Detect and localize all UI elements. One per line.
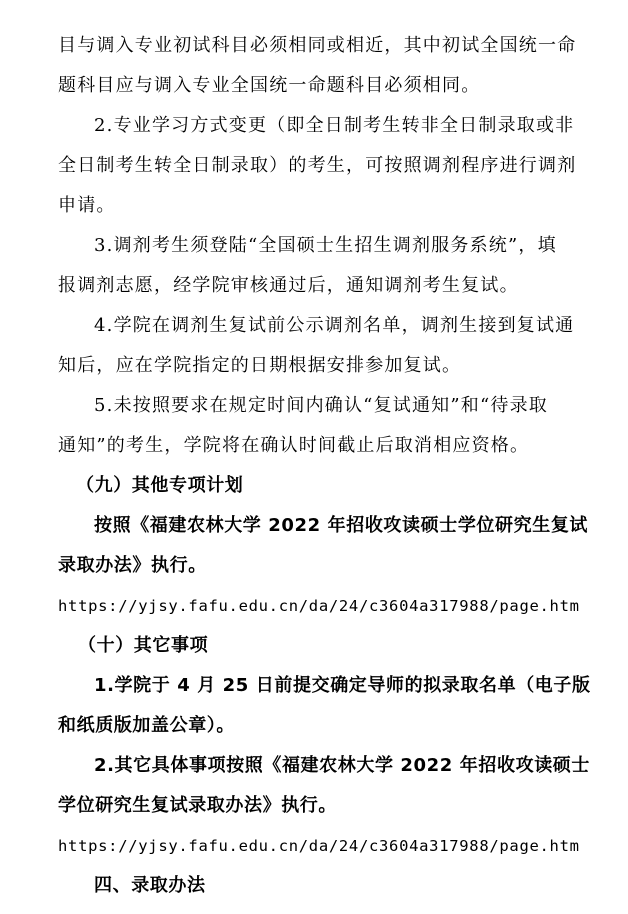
paragraph-line: 学位研究生复试录取办法》执行。 bbox=[58, 795, 337, 816]
paragraph-line: 知后，应在学院指定的日期根据安排参加复试。 bbox=[58, 355, 462, 376]
paragraph-line: 5.未按照要求在规定时间内确认“复试通知”和“待录取 bbox=[94, 395, 548, 416]
section-heading: （九）其他专项计划 bbox=[76, 475, 244, 496]
url-text: https://yjsy.fafu.edu.cn/da/24/c3604a317988/page.htm bbox=[58, 837, 580, 855]
url-text: https://yjsy.fafu.edu.cn/da/24/c3604a317988/page.htm bbox=[58, 597, 580, 615]
paragraph-line: 3.调剂考生须登陆“全国硕士生招生调剂服务系统”，填 bbox=[94, 235, 557, 256]
paragraph-line: 报调剂志愿，经学院审核通过后，通知调剂考生复试。 bbox=[58, 275, 519, 296]
paragraph-line: 录取办法》执行。 bbox=[58, 555, 207, 576]
paragraph-line: 1.学院于 4 月 25 日前提交确定导师的拟录取名单（电子版 bbox=[94, 675, 591, 696]
paragraph-line: 全日制考生转全日制录取）的考生，可按照调剂程序进行调剂 bbox=[58, 155, 577, 176]
paragraph-line: 目与调入专业初试科目必须相同或相近，其中初试全国统一命 bbox=[58, 35, 577, 56]
paragraph-line: 和纸质版加盖公章）。 bbox=[58, 715, 235, 736]
section-heading: （十）其它事项 bbox=[78, 635, 209, 656]
paragraph-line: 2.其它具体事项按照《福建农林大学 2022 年招收攻读硕士 bbox=[94, 755, 590, 776]
paragraph-line: 2.专业学习方式变更（即全日制考生转非全日制录取或非 bbox=[94, 115, 575, 136]
paragraph-line: 通知”的考生，学院将在确认时间截止后取消相应资格。 bbox=[58, 435, 530, 456]
section-heading: 四、录取办法 bbox=[94, 875, 206, 896]
paragraph-line: 按照《福建农林大学 2022 年招收攻读硕士学位研究生复试 bbox=[94, 515, 589, 536]
paragraph-line: 申请。 bbox=[58, 195, 116, 216]
paragraph-line: 题科目应与调入专业全国统一命题科目必须相同。 bbox=[58, 75, 481, 96]
paragraph-line: 4.学院在调剂生复试前公示调剂名单，调剂生接到复试通 bbox=[94, 315, 575, 336]
